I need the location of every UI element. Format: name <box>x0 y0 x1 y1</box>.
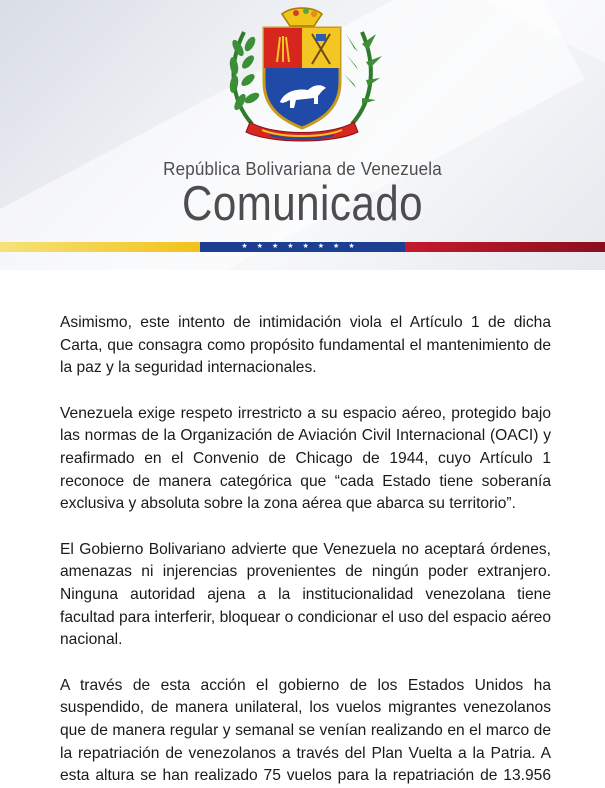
body-paragraph: El Gobierno Bolivariano advierte que Venezuela no aceptará órdenes, amenazas ni injerencias provenientes de ningún poder extranjero. Ninguna autoridad ajena a la institucionalidad venezolana tiene facultad para interferir, bloquear o condicionar el uso del espacio aéreo nacional. <box>60 540 551 649</box>
flag-stars-icon: ★★★★★★★★ <box>241 243 364 250</box>
body-paragraph: A través de esta acción el gobierno de los Estados Unidos ha suspendido, de manera unilateral, los vuelos migrantes venezolanos que de manera regular y semanal se venían realizando en el marco de la repatriación de venezolanos a través del Plan Vuelta a la Patria. A esta altura se han realizado 75 vuelos para la repatriación de 13.956 <box>60 676 551 785</box>
coat-of-arms-icon <box>222 4 382 144</box>
flag-color-bar <box>0 242 605 252</box>
body-paragraph: Venezuela exige respeto irrestricto a su espacio aéreo, protegido bajo las normas de la Organización de Aviación Civil Internacional (OACI) y reafirmado en el Convenio de Chicago de 1944, cuyo Artículo 1 reconoce de manera categórica que “cada Estado tiene soberanía exclusiva y absoluta sobre la zona aérea que abarca su territorio”. <box>60 404 551 513</box>
header-subtitle: República Bolivariana de Venezuela <box>163 158 442 179</box>
communique-header <box>0 0 605 270</box>
flag-yellow-stripe <box>0 242 200 252</box>
body-paragraph: Asimismo, este intento de intimidación viola el Artículo 1 de dicha Carta, que consagra como propósito fundamental el mantenimiento de la paz y la seguridad internacionales. <box>60 314 551 377</box>
header-title: Comunicado <box>182 177 423 231</box>
flag-red-stripe <box>405 242 605 252</box>
communique-body <box>60 312 551 788</box>
